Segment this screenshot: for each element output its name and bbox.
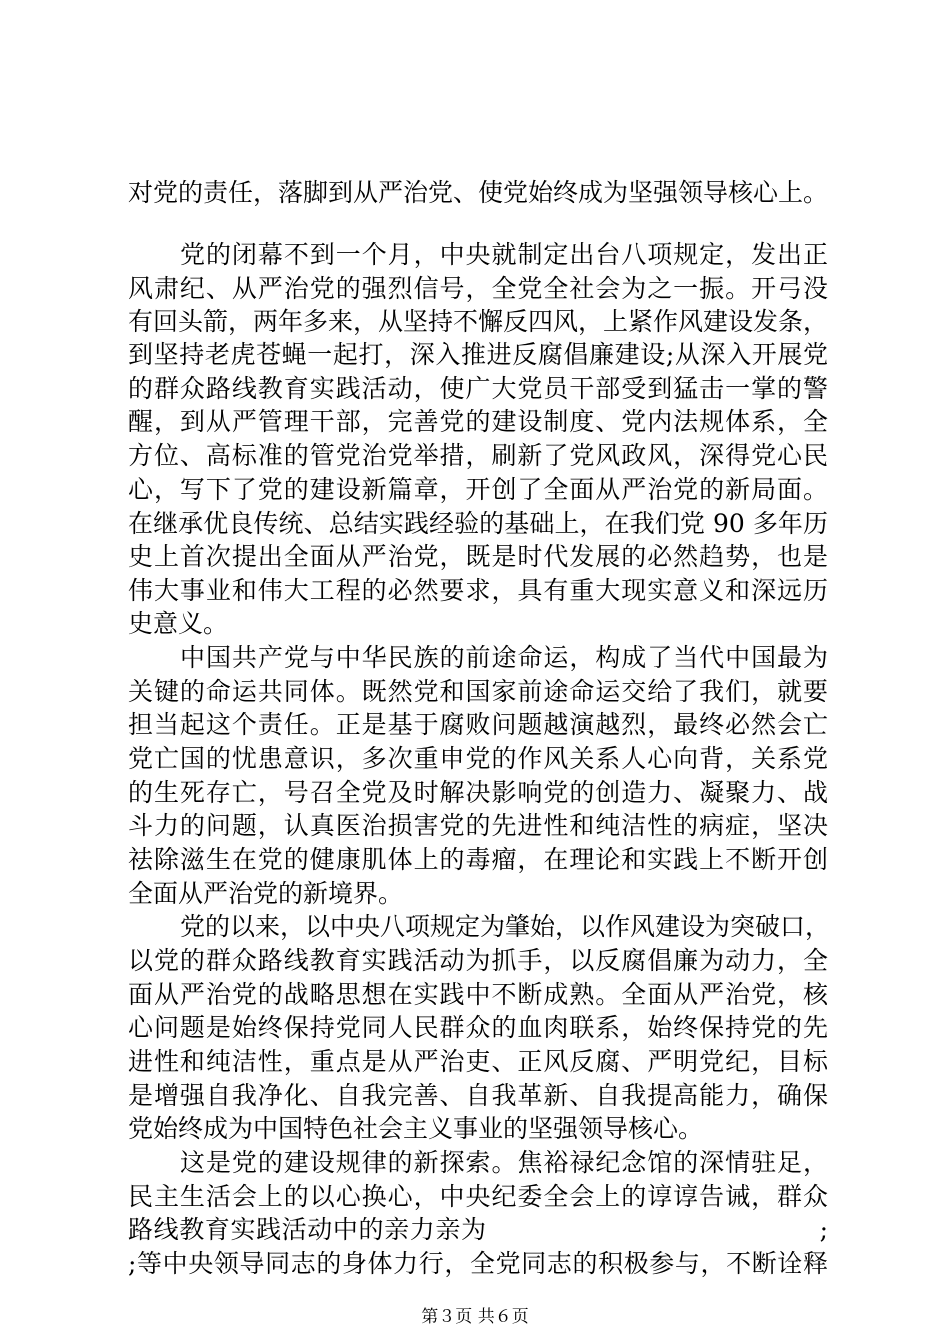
text-line: 醒，到从严管理干部，完善党的建设制度、党内法规体系，全 <box>128 407 828 436</box>
page-number-footer: 第３页 共６页 <box>421 1307 529 1327</box>
text-line: 全面从严治党的新境界。 <box>128 879 404 908</box>
text-line: 的生死存亡，号召全党及时解决影响党的创造力、凝聚力、战 <box>128 778 828 807</box>
text-line: 民主生活会上的以心换心，中央纪委全会上的谆谆告诫，群众 <box>128 1182 828 1211</box>
text-line: 方位、高标准的管党治党举措，刷新了党风政风，深得党心民 <box>128 441 828 470</box>
text-line: ;等中央领导同志的身体力行，全党同志的积极参与，不断诠释 <box>128 1249 828 1278</box>
text-line: 的群众路线教育实践活动，使广大党员干部受到猛击一掌的警 <box>128 374 828 403</box>
text-line: 斗力的问题，认真医治损害党的先进性和纯洁性的病症，坚决 <box>128 811 828 840</box>
text-line: 党亡国的忧患意识，多次重申党的作风关系人心向背，关系党 <box>128 744 828 773</box>
text-line: 关键的命运共同体。既然党和国家前途命运交给了我们，就要 <box>128 677 828 706</box>
text-line: 在继承优良传统、总结实践经验的基础上，在我们党 90 多年历 <box>128 509 828 538</box>
text-line: 面从严治党的战略思想在实践中不断成熟。全面从严治党，核 <box>128 980 828 1009</box>
text-line: 这是党的建设规律的新探索。焦裕禄纪念馆的深情驻足， <box>180 1148 828 1177</box>
text-line: 到坚持老虎苍蝇一起打，深入推进反腐倡廉建设;从深入开展党 <box>128 340 828 369</box>
text-line: 党始终成为中国特色社会主义事业的坚强领导核心。 <box>128 1114 704 1143</box>
text-line: 中国共产党与中华民族的前途命运，构成了当代中国最为 <box>180 643 828 672</box>
text-line: 伟大事业和伟大工程的必然要求，具有重大现实意义和深远历 <box>128 576 828 605</box>
text-line: 以党的群众路线教育实践活动为抓手，以反腐倡廉为动力，全 <box>128 946 828 975</box>
text-line: 路线教育实践活动中的亲力亲为 ; <box>128 1215 828 1244</box>
text-line: 祛除滋生在党的健康肌体上的毒瘤，在理论和实践上不断开创 <box>128 845 828 874</box>
text-line: 史上首次提出全面从严治党，既是时代发展的必然趋势，也是 <box>128 542 828 571</box>
text-line: 党的闭幕不到一个月，中央就制定出台八项规定，发出正 <box>180 240 828 269</box>
text-line: 心问题是始终保持党同人民群众的血肉联系，始终保持党的先 <box>128 1013 828 1042</box>
text-line: 对党的责任，落脚到从严治党、使党始终成为坚强领导核心上。 <box>128 178 829 207</box>
text-line: 风肃纪、从严治党的强烈信号，全党全社会为之一振。开弓没 <box>128 274 828 303</box>
text-line: 进性和纯洁性，重点是从严治吏、正风反腐、严明党纪，目标 <box>128 1047 828 1076</box>
text-line: 有回头箭，两年多来，从坚持不懈反四风，上紧作风建设发条， <box>128 307 829 336</box>
text-line: 心，写下了党的建设新篇章，开创了全面从严治党的新局面。 <box>128 475 828 504</box>
text-line: 是增强自我净化、自我完善、自我革新、自我提高能力，确保 <box>128 1081 828 1110</box>
text-line: 史意义。 <box>128 609 229 638</box>
text-line: 党的以来，以中央八项规定为肇始，以作风建设为突破口， <box>180 912 831 941</box>
text-line: 担当起这个责任。正是基于腐败问题越演越烈，最终必然会亡 <box>128 710 828 739</box>
